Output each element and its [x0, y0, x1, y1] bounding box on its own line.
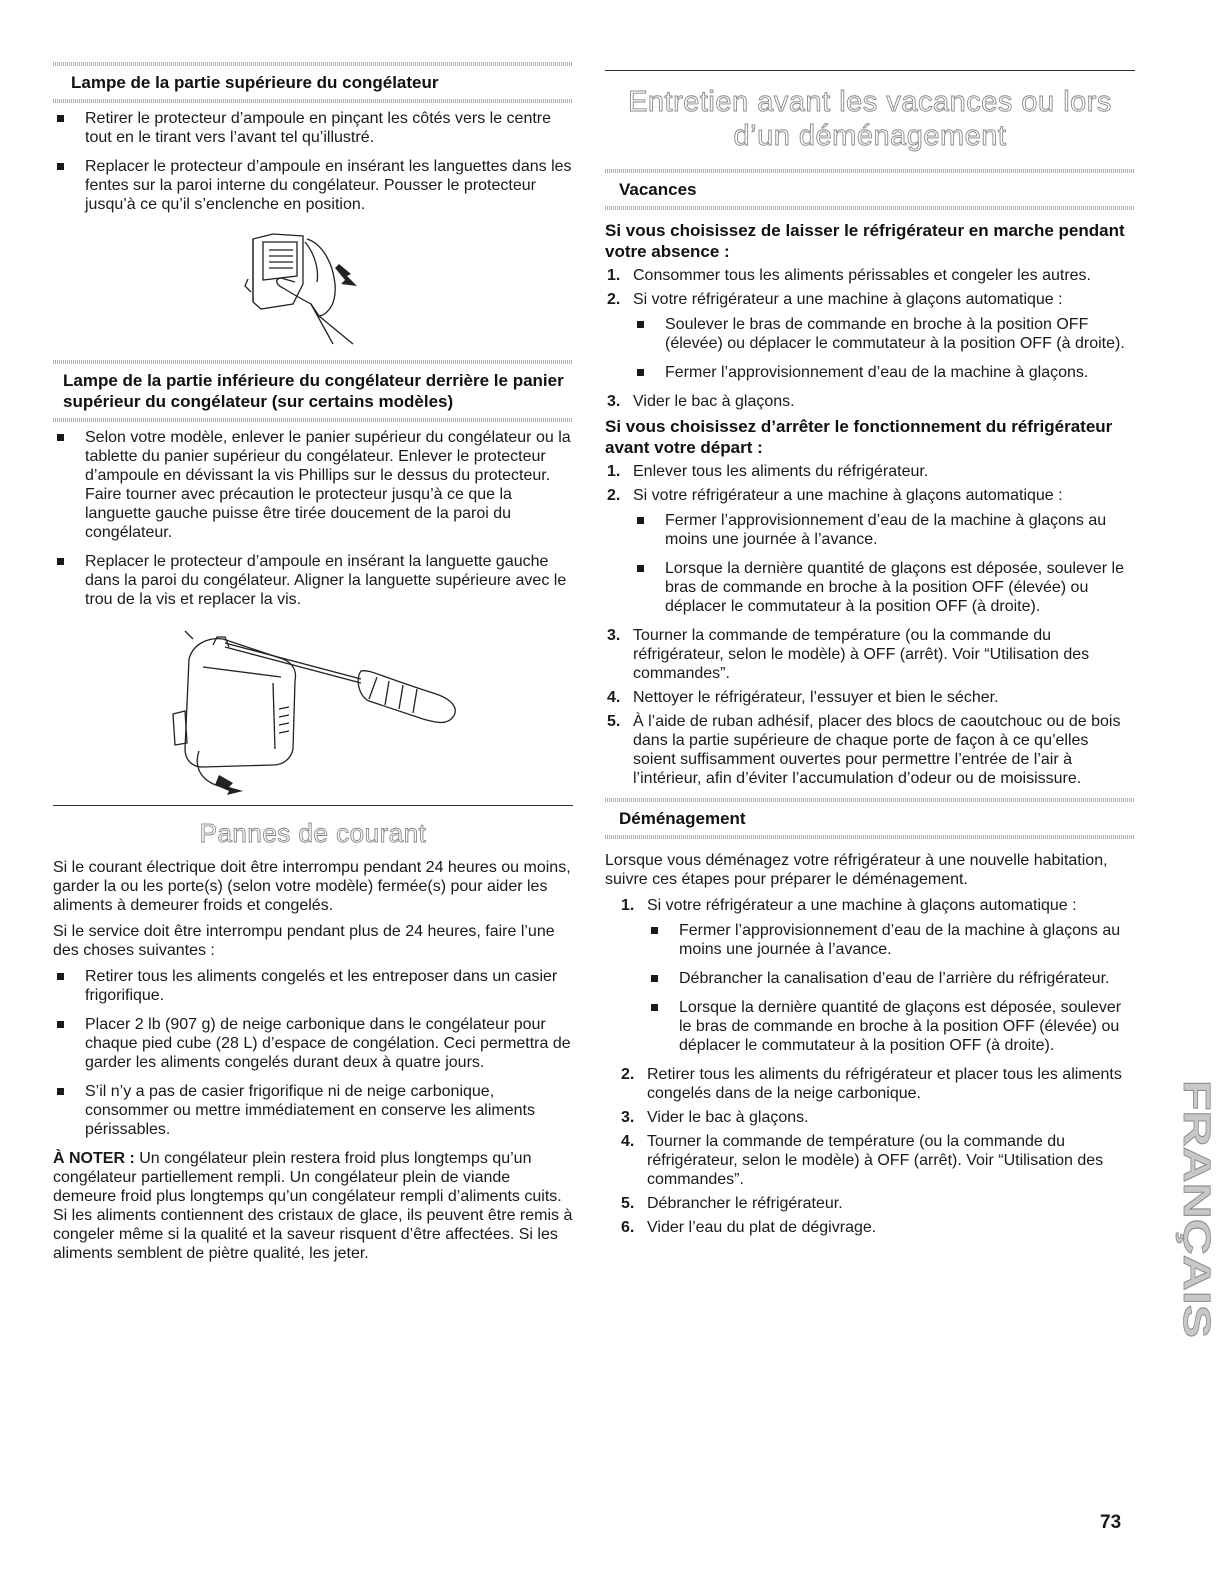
subheading-turn-off: Si vous choisissez d’arrêter le fonctionnement du réfrigérateur avant votre départ : [605, 417, 1113, 457]
section-divider [53, 418, 573, 422]
list-item: Retirer le protecteur d’ampoule en pinçant les côtés vers le centre tout en le tirant vers l’avant tel qu’illustré. [53, 109, 573, 147]
list-item: Fermer l’approvisionnement d’eau de la machine à glaçons au moins une journée à l’avance. [633, 511, 1135, 549]
list-item: Placer 2 lb (907 g) de neige carbonique dans le congélateur pour chaque pied cube (28 L) d’espace de congélation. Ceci permettra de garder les aliments congelés durant deux à quatre jours. [53, 1015, 573, 1072]
list-item: 3. Tourner la commande de température (ou la commande du réfrigérateur, selon le modèle) à OFF (arrêt). Voir “Utilisation des commandes”. [607, 627, 1090, 682]
list-item: 1. Consommer tous les aliments périssables et congeler les autres. [607, 267, 1091, 284]
list-item: 3. Vider le bac à glaçons. [621, 1109, 809, 1126]
list-item: 2. Si votre réfrigérateur a une machine à glaçons automatique : Soulever le bras de commande en broche à la position OFF (élevée) ou déplacer le commutateur à la position OFF (à droite). Fermer l’approvisionnement d’eau de la machine à glaçons. [605, 290, 1135, 382]
heading-lower-freezer-lamp: Lampe de la partie inférieure du congélateur derrière le panier supérieur du congélateur (sur certains modèles) [63, 371, 564, 411]
title-line-1: Entretien avant les vacances ou lors [628, 86, 1112, 118]
keep-running-steps [605, 266, 1135, 411]
section-divider [53, 99, 573, 103]
list-item: Fermer l’approvisionnement d’eau de la machine à glaçons au moins une journée à l’avance. [647, 921, 1135, 959]
list-item: 1. Enlever tous les aliments du réfrigérateur. [607, 463, 929, 480]
upper-lamp-steps [53, 109, 573, 214]
language-side-tab [1150, 1080, 1217, 1342]
ice-maker-substeps [605, 315, 1135, 382]
power-failure-options [53, 967, 573, 1139]
list-item: 3. Vider le bac à glaçons. [607, 393, 795, 410]
list-item: 6. Vider l’eau du plat de dégivrage. [621, 1219, 877, 1236]
heading-upper-freezer-lamp: Lampe de la partie supérieure du congélateur [71, 73, 439, 92]
list-item: 4. Tourner la commande de température (ou la commande du réfrigérateur, selon le modèle) à OFF (arrêt). Voir “Utilisation des commandes”. [621, 1133, 1104, 1188]
note-text: Un congélateur plein restera froid plus longtemps qu’un congélateur partiellement rempli. Un congélateur plein de viande demeure froid plus longtemps qu’un congélateur rempli d’aliments cuits. Si les aliments contiennent des cristaux de glace, ils peuvent être remis à congeler même si la qualité et la saveur risquent d’être affectées. Si les aliments semblent de piètre qualité, les jeter. [53, 1150, 573, 1262]
upper-lamp-illustration [223, 224, 403, 354]
list-item: 2. Si votre réfrigérateur a une machine à glaçons automatique : Fermer l’approvisionnement d’eau de la machine à glaçons au moins une journée à l’avance. Lorsque la dernière quantité de glaçons est déposée, soulever le bras de commande en broche à la position OFF (élevée) ou déplacer le commutateur à la position OFF (à droite). [605, 486, 1135, 616]
list-item: Replacer le protecteur d’ampoule en insérant les languettes dans les fentes sur la paroi interne du congélateur. Pousser le protecteur jusqu’à ce qu’il s’enclenche en position. [53, 157, 573, 214]
list-item: Débrancher la canalisation d’eau de l’arrière du réfrigérateur. [647, 969, 1135, 988]
section-divider [605, 835, 1135, 839]
list-item: Lorsque la dernière quantité de glaçons est déposée, soulever le bras de commande en broche à la position OFF (élevée) ou déplacer le commutateur à la position OFF (à droite). [647, 998, 1135, 1055]
left-column [53, 62, 573, 1270]
power-failure-long: Si le service doit être interrompu pendant plus de 24 heures, faire l’une des choses suivantes : [53, 923, 555, 959]
subheading-keep-running: Si vous choisissez de laisser le réfrigérateur en marche pendant votre absence : [605, 221, 1125, 261]
list-item: 5. À l’aide de ruban adhésif, placer des blocs de caoutchouc ou de bois dans la partie supérieure de chaque porte de façon à ce qu’elles soient suffisamment ouvertes pour permettre l’entrée de l’air à l’intérieur, afin d’éviter l’accumulation d’odeur ou de moisissure. [607, 713, 1121, 787]
list-item: Retirer tous les aliments congelés et les entreposer dans un casier frigorifique. [53, 967, 573, 1005]
list-item: Fermer l’approvisionnement d’eau de la machine à glaçons. [633, 363, 1135, 382]
list-item: 4. Nettoyer le réfrigérateur, l’essuyer et bien le sécher. [607, 689, 999, 706]
power-failure-title: Pannes de courant [199, 818, 427, 848]
moving-steps [605, 896, 1135, 1237]
note-label: À NOTER : [53, 1150, 135, 1167]
heading-demenagement: Déménagement [619, 809, 746, 828]
section-divider [605, 798, 1135, 802]
vacation-moving-title [605, 85, 1135, 153]
lower-lamp-illustration [133, 619, 493, 799]
note-paragraph [53, 1149, 573, 1263]
side-tab-label: FRANÇAIS [1175, 1080, 1217, 1277]
list-item: 2. Retirer tous les aliments du réfrigérateur et placer tous les aliments congelés dans de la neige carbonique. [621, 1066, 1122, 1102]
turn-off-steps [605, 462, 1135, 788]
title-line-2: d’un déménagement [733, 120, 1007, 152]
ice-maker-substeps [619, 921, 1135, 1055]
list-item: Soulever le bras de commande en broche à la position OFF (élevée) ou déplacer le commutateur à la position OFF (à droite). [633, 315, 1135, 353]
list-item: 1. Si votre réfrigérateur a une machine à glaçons automatique : Fermer l’approvisionnement d’eau de la machine à glaçons au moins une journée à l’avance. Débrancher la canalisation d’eau de l’arrière du réfrigérateur. Lorsque la dernière quantité de glaçons est déposée, soulever le bras de commande en broche à la position OFF (élevée) ou déplacer le commutateur à la position OFF (à droite). [619, 896, 1135, 1055]
right-column [605, 70, 1135, 1242]
list-item: Replacer le protecteur d’ampoule en insérant la languette gauche dans la paroi du congélateur. Aligner la languette supérieure avec le trou de la vis et replacer la vis. [53, 552, 573, 609]
section-divider [53, 360, 573, 364]
list-item: 5. Débrancher le réfrigérateur. [621, 1195, 843, 1212]
lower-lamp-steps [53, 428, 573, 609]
section-divider [53, 62, 573, 66]
list-item: Selon votre modèle, enlever le panier supérieur du congélateur ou la tablette du panier supérieur du congélateur. Enlever le protecteur d’ampoule en dévissant la vis Phillips sur le dessus du protecteur. Faire tourner avec précaution le protecteur jusqu’à ce que la languette gauche puisse être tirée doucement de la paroi du congélateur. [53, 428, 573, 542]
power-failure-intro: Si le courant électrique doit être interrompu pendant 24 heures ou moins, garder la ou les porte(s) (selon votre modèle) fermée(s) pour aider les aliments à demeurer froids et congelés. [53, 859, 571, 914]
list-item: Lorsque la dernière quantité de glaçons est déposée, soulever le bras de commande en broche à la position OFF (élevée) ou déplacer le commutateur à la position OFF (à droite). [633, 559, 1135, 616]
ice-maker-substeps [605, 511, 1135, 616]
heading-vacances: Vacances [619, 180, 697, 199]
list-item: S’il n’y a pas de casier frigorifique ni de neige carbonique, consommer ou mettre immédiatement en conserve les aliments périssables. [53, 1082, 573, 1139]
page-number: 73 [1100, 1512, 1122, 1533]
moving-intro: Lorsque vous déménagez votre réfrigérateur à une nouvelle habitation, suivre ces étapes pour préparer le déménagement. [605, 852, 1108, 888]
section-divider [605, 206, 1135, 210]
section-rule [605, 70, 1135, 71]
section-rule [53, 805, 573, 806]
section-divider [605, 169, 1135, 173]
